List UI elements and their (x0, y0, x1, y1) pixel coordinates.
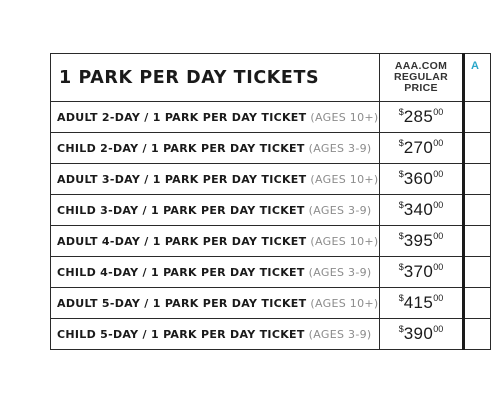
price-cents: 00 (433, 200, 444, 210)
ticket-name: ADULT 2-DAY / 1 PARK PER DAY TICKET (57, 110, 307, 124)
cropped-column-cell (464, 133, 491, 164)
price-currency: $ (398, 324, 404, 334)
ticket-age-range: (AGES 10+) (310, 110, 379, 124)
price-amount: 340 (403, 200, 434, 219)
price-amount: 270 (403, 138, 434, 157)
ticket-age-range: (AGES 10+) (310, 234, 379, 248)
price-cents: 00 (433, 107, 444, 117)
ticket-price-cell (380, 164, 464, 195)
price-amount: 360 (403, 169, 434, 188)
ticket-price-cell (380, 102, 464, 133)
ticket-name: CHILD 5-DAY / 1 PARK PER DAY TICKET (57, 327, 305, 341)
ticket-price-cell (380, 257, 464, 288)
cropped-column-cell (464, 288, 491, 319)
ticket-price-cell (380, 319, 464, 350)
cropped-column-cell (464, 257, 491, 288)
price-amount: 285 (403, 107, 434, 126)
price-header-line: REGULAR (393, 71, 448, 83)
cropped-column-header: A (464, 54, 491, 102)
ticket-age-range: (AGES 10+) (310, 296, 379, 310)
price-header-line: PRICE (404, 82, 438, 94)
ticket-price-cell (380, 226, 464, 257)
ticket-age-range: (AGES 3-9) (308, 327, 372, 341)
ticket-age-range: (AGES 10+) (310, 172, 379, 186)
price-currency: $ (398, 169, 404, 179)
ticket-name-cell (51, 288, 380, 319)
ticket-name-cell (51, 257, 380, 288)
ticket-name: CHILD 3-DAY / 1 PARK PER DAY TICKET (57, 203, 305, 217)
table-row (51, 195, 491, 226)
ticket-price-cell (380, 195, 464, 226)
ticket-price-table (50, 53, 491, 350)
price-amount: 370 (403, 262, 434, 281)
cropped-column-cell (464, 226, 491, 257)
price-cents: 00 (433, 324, 444, 334)
ticket-name-cell (51, 319, 380, 350)
table-row (51, 319, 491, 350)
price-currency: $ (398, 262, 404, 272)
ticket-age-range: (AGES 3-9) (308, 203, 372, 217)
table-row (51, 133, 491, 164)
table-row (51, 257, 491, 288)
ticket-name: ADULT 4-DAY / 1 PARK PER DAY TICKET (57, 234, 307, 248)
price-cents: 00 (433, 138, 444, 148)
ticket-name-cell (51, 164, 380, 195)
ticket-name-cell (51, 133, 380, 164)
ticket-price-table-container (50, 53, 479, 352)
table-row (51, 288, 491, 319)
price-currency: $ (398, 138, 404, 148)
ticket-name: ADULT 5-DAY / 1 PARK PER DAY TICKET (57, 296, 307, 310)
ticket-name: CHILD 4-DAY / 1 PARK PER DAY TICKET (57, 265, 305, 279)
ticket-price-cell (380, 133, 464, 164)
cropped-column-cell (464, 102, 491, 133)
price-column-header (380, 54, 464, 102)
table-body (51, 102, 491, 350)
price-currency: $ (398, 107, 404, 117)
price-header-line: AAA.COM (394, 60, 448, 72)
ticket-name-cell (51, 102, 380, 133)
ticket-age-range: (AGES 3-9) (308, 141, 372, 155)
price-cents: 00 (433, 293, 444, 303)
table-header-row (51, 54, 491, 102)
table-row (51, 164, 491, 195)
ticket-age-range: (AGES 3-9) (308, 265, 372, 279)
ticket-price-cell (380, 288, 464, 319)
ticket-name-cell (51, 195, 380, 226)
price-currency: $ (398, 200, 404, 210)
price-cents: 00 (433, 169, 444, 179)
cropped-column-cell (464, 319, 491, 350)
table-title: 1 PARK PER DAY TICKETS (51, 54, 380, 102)
table-row (51, 102, 491, 133)
cropped-column-cell (464, 164, 491, 195)
price-cents: 00 (433, 231, 444, 241)
table-row (51, 226, 491, 257)
ticket-name: CHILD 2-DAY / 1 PARK PER DAY TICKET (57, 141, 305, 155)
price-amount: 415 (403, 293, 434, 312)
price-currency: $ (398, 231, 404, 241)
price-amount: 395 (403, 231, 434, 250)
price-amount: 390 (403, 324, 434, 343)
price-currency: $ (398, 293, 404, 303)
price-cents: 00 (433, 262, 444, 272)
ticket-name: ADULT 3-DAY / 1 PARK PER DAY TICKET (57, 172, 307, 186)
cropped-column-cell (464, 195, 491, 226)
ticket-name-cell (51, 226, 380, 257)
